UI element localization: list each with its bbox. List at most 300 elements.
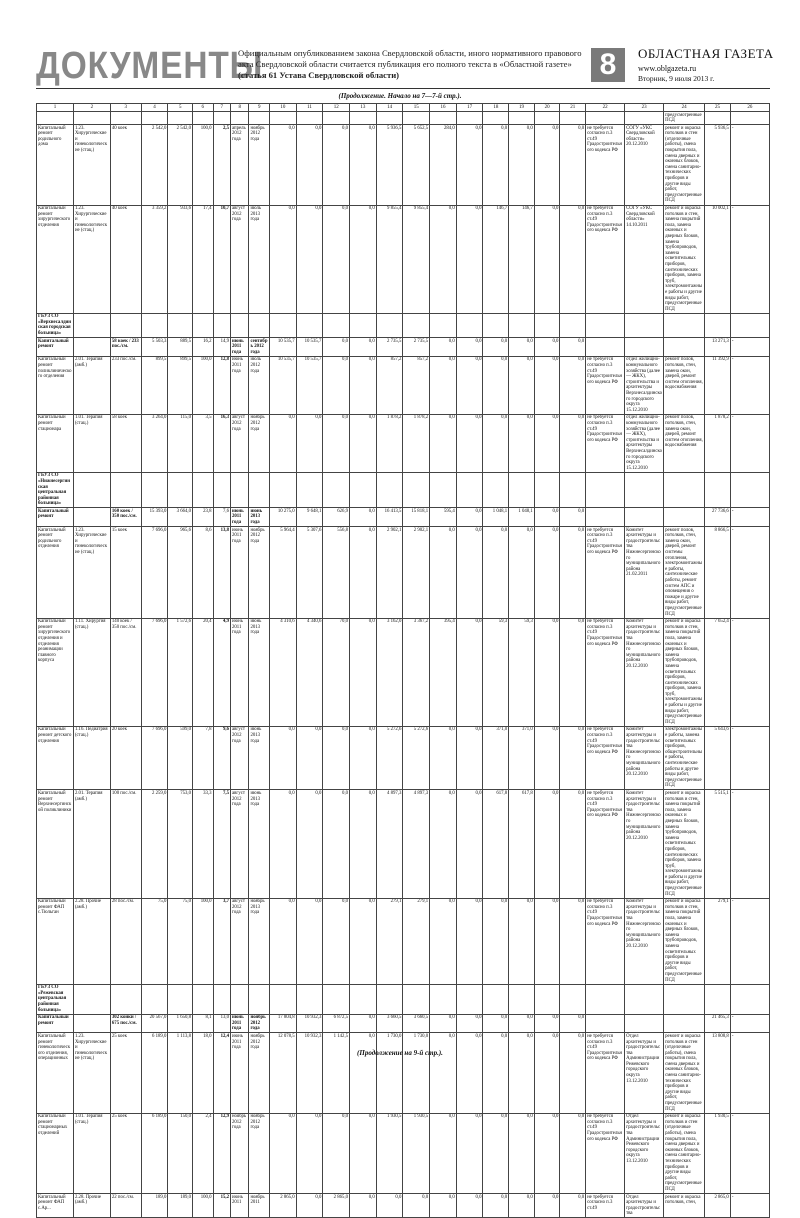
column-number: 23 xyxy=(625,104,664,112)
column-number: 25 xyxy=(705,104,731,112)
table-cell xyxy=(560,472,586,508)
table-cell xyxy=(376,313,403,337)
table-cell: Капитальный ремонт хирургического отделения xyxy=(37,205,74,313)
table-cell: 0,0 xyxy=(509,898,535,984)
table-cell xyxy=(73,313,110,337)
table-cell: 0,0 xyxy=(483,527,509,619)
table-cell: август 2012 года xyxy=(230,414,248,472)
table-cell: 15,2 xyxy=(213,1194,230,1218)
table-cell: 13,8 xyxy=(213,527,230,619)
table-cell xyxy=(110,472,141,508)
table-cell xyxy=(141,472,168,508)
table-cell xyxy=(230,472,248,508)
table-cell xyxy=(664,984,705,1014)
table-cell: 100,0 xyxy=(193,125,214,205)
table-cell: ноябрь 2013 года xyxy=(249,898,270,984)
table-cell: 0,0 xyxy=(456,790,483,898)
table-cell: 0,0 xyxy=(534,1033,560,1113)
table-cell: 75,0 xyxy=(168,898,193,984)
table-cell: 5 515,1 xyxy=(705,790,731,898)
table-cell: 0,0 xyxy=(456,898,483,984)
table-cell: Комитет архитектуры и градостроительства Нижнесергинского муниципального района 21.02.2011 xyxy=(625,527,664,619)
table-cell: 0,0 xyxy=(296,414,323,472)
table-cell: 27 736,6 xyxy=(705,508,731,527)
table-cell xyxy=(586,508,625,527)
table-cell xyxy=(483,313,509,337)
page-number: 8 xyxy=(591,48,625,82)
table-cell: электромонтажные работы, замена осветительных приборов, общестроительные работы, сантехнические работы и другие виды работ, предусмотренные ПСД xyxy=(664,726,705,790)
table-cell: - xyxy=(730,356,769,414)
table-cell: 0,0 xyxy=(509,356,535,414)
table-cell: 2 542,0 xyxy=(168,125,193,205)
table-cell xyxy=(456,472,483,508)
table-cell: ремонт и окраска потолков и стен (отделочные работы), смена покрытия пола, смена дверных и оконных блоков, смена санитарно-технических приборов и другие виды работ, предусмотренные ПСД xyxy=(664,1033,705,1113)
table-cell: 23,8 xyxy=(193,508,214,527)
table-cell: 1 650,8 xyxy=(168,1014,193,1033)
table-cell xyxy=(560,984,586,1014)
table-cell: Отдел архитектуры и градостроительства Администрации Режевского городского округа 13.12.2010 xyxy=(625,1033,664,1113)
table-cell: 4 897,3 xyxy=(403,790,430,898)
table-cell: 0,0 xyxy=(296,205,323,313)
table-cell: 160 коек / 350 пос./см. xyxy=(110,508,141,527)
table-cell: 0,0 xyxy=(430,338,457,357)
gazette-date: Вторник, 9 июля 2013 г. xyxy=(638,74,715,83)
table-cell: ремонт и окраска потолков и стен, замена покрытий пола, замена оконных и дверных блоков, замена трубопроводов, замена осветительных приборов, сантехнических приборов, замена труб, электромонтажные работы и другие виды работ, предусмотренные ПСД xyxy=(664,790,705,898)
table-cell xyxy=(249,112,270,125)
table-cell: 100,0 xyxy=(193,1194,214,1218)
table-cell: 0,0 xyxy=(509,125,535,205)
table-cell: 0,0 xyxy=(296,1113,323,1193)
table-cell: Капитальный ремонт Верхнесергинской поликлиники xyxy=(37,790,74,898)
table-cell: 0,0 xyxy=(560,414,586,472)
table-cell: 3 664,0 xyxy=(168,508,193,527)
table-cell: СОГУ «УКС Свердловской области» 20.12.2010 xyxy=(625,125,664,205)
table-cell: 302 койки / 675 пос./см. xyxy=(110,1014,141,1033)
table-cell: Капитальный ремонт xyxy=(37,338,74,357)
table-cell: 9,6 xyxy=(213,726,230,790)
table-cell xyxy=(534,313,560,337)
table-cell: июнь 2011 года xyxy=(230,356,248,414)
table-cell xyxy=(230,112,248,125)
table-cell: 0,0 xyxy=(483,1113,509,1193)
table-cell: 1 930,5 xyxy=(403,1113,430,1193)
gazette-site[interactable]: www.oblgazeta.ru xyxy=(638,64,697,73)
table-cell xyxy=(430,112,457,125)
table-cell: 8,1 xyxy=(193,1014,214,1033)
table-cell: 16,2 xyxy=(193,338,214,357)
table-row xyxy=(37,125,770,205)
table-cell: 0,0 xyxy=(430,898,457,984)
table-row xyxy=(37,356,770,414)
table-cell: 0,0 xyxy=(350,790,377,898)
table-cell: 0,0 xyxy=(483,356,509,414)
table-cell: июнь 2013 года xyxy=(249,618,270,726)
column-number: 9 xyxy=(249,104,270,112)
table-cell: 0,0 xyxy=(296,125,323,205)
table-cell: 13 271,3 xyxy=(705,338,731,357)
header-rule xyxy=(36,88,770,89)
table-cell: 0,0 xyxy=(323,1113,350,1193)
table-cell: 2.28. Прочие (амб.) xyxy=(73,898,110,984)
continuation-bottom: (Продолжение на 9-й стр.). xyxy=(357,1049,443,1057)
table-cell xyxy=(664,313,705,337)
table-cell: 0,0 xyxy=(456,618,483,726)
table-cell xyxy=(560,313,586,337)
table-cell: ноябрь 2012 года xyxy=(249,1033,270,1113)
table-cell: 0,0 xyxy=(534,125,560,205)
table-cell xyxy=(705,472,731,508)
table-cell: 2 865,0 xyxy=(269,1194,296,1218)
table-cell: 0,0 xyxy=(534,726,560,790)
masthead xyxy=(36,45,774,87)
table-cell: 0,0 xyxy=(483,414,509,472)
table-cell xyxy=(664,338,705,357)
table-cell: Капитальный ремонт стационара xyxy=(37,414,74,472)
table-cell: 0,0 xyxy=(534,1014,560,1033)
table-cell: 10 002,1 xyxy=(705,205,731,313)
table-cell: - xyxy=(730,205,769,313)
table-cell xyxy=(296,472,323,508)
table-cell: 15 коек xyxy=(110,527,141,619)
table-cell: июнь 2011 года xyxy=(230,508,248,527)
table-cell xyxy=(193,112,214,125)
table-cell: 0,0 xyxy=(456,356,483,414)
table-cell: июнь 2013 года xyxy=(249,726,270,790)
summary-row xyxy=(37,338,770,357)
table-cell: 5 272,6 xyxy=(403,726,430,790)
table-cell: 7 652,4 xyxy=(705,618,731,726)
table-cell: 10 535,7 xyxy=(296,356,323,414)
table-cell: 857,2 xyxy=(403,356,430,414)
table-cell: 146,7 xyxy=(509,205,535,313)
table-row xyxy=(37,414,770,472)
table-cell xyxy=(403,313,430,337)
table-cell: 0,0 xyxy=(269,790,296,898)
column-number: 12 xyxy=(323,104,350,112)
table-cell: июнь 2011 года xyxy=(230,338,248,357)
table-cell: 0,0 xyxy=(456,1033,483,1113)
table-cell: 18,0 xyxy=(193,1033,214,1113)
table-cell: не требуется согласно п.3 ст.49 Градостроительного кодекса РФ xyxy=(586,205,625,313)
table-cell: 899,5 xyxy=(168,356,193,414)
table-cell: Комитет архитектуры и градостроительства Нижнесергинского муниципального района 20.12.2010 xyxy=(625,898,664,984)
table-cell xyxy=(586,313,625,337)
table-cell: 0,0 xyxy=(483,338,509,357)
table-cell: 0,0 xyxy=(350,1014,377,1033)
table-cell: 7 696,0 xyxy=(141,618,168,726)
table-cell xyxy=(296,112,323,125)
table-cell: 5 964,4 xyxy=(269,527,296,619)
table-cell: 1 930,5 xyxy=(376,1113,403,1193)
table-cell: 189,0 xyxy=(168,1194,193,1218)
table-cell: 4 340,6 xyxy=(296,618,323,726)
table-cell: 0,0 xyxy=(323,125,350,205)
table-cell: 0,0 xyxy=(483,1014,509,1033)
table-cell xyxy=(430,472,457,508)
table-cell: - xyxy=(730,1014,769,1033)
table-cell: 7,6 xyxy=(213,508,230,527)
table-row xyxy=(37,527,770,619)
table-cell xyxy=(625,1014,664,1033)
table-cell: 28 пос./см. xyxy=(110,898,141,984)
table-cell: 0,0 xyxy=(350,414,377,472)
table-cell xyxy=(323,472,350,508)
table-cell: 0,0 xyxy=(456,1014,483,1033)
table-cell: 1.23. Хирургические и гинекологические (стац.) xyxy=(73,1033,110,1113)
table-cell: 0,0 xyxy=(456,1194,483,1218)
table-cell: 5 652,5 xyxy=(403,125,430,205)
table-cell xyxy=(193,984,214,1014)
table-cell: 0,0 xyxy=(534,414,560,472)
table-cell: 25 коек xyxy=(110,1113,141,1193)
table-cell: 7,8 xyxy=(193,726,214,790)
column-number: 1 xyxy=(37,104,74,112)
table-cell: 20 567,0 xyxy=(141,1014,168,1033)
table-cell: 0,0 xyxy=(534,1194,560,1218)
organization-name: ГБУЗ СО «Режевская центральная районная больница» xyxy=(37,984,74,1014)
table-cell: 0,0 xyxy=(534,527,560,619)
table-cell: 7 696,0 xyxy=(141,726,168,790)
column-number: 3 xyxy=(110,104,141,112)
table-cell: 2 902,1 xyxy=(376,527,403,619)
table-cell: 1.23. Хирургические и гинекологические (стац.) xyxy=(73,125,110,205)
table-cell: 0,0 xyxy=(430,205,457,313)
table-cell: 0,0 xyxy=(430,356,457,414)
organization-row xyxy=(37,313,770,337)
table-cell xyxy=(625,472,664,508)
table-cell: 6 872,5 xyxy=(323,1014,350,1033)
table-row xyxy=(37,1033,770,1113)
table-cell: 2 865,0 xyxy=(323,1194,350,1218)
column-number: 20 xyxy=(534,104,560,112)
table-cell: 3,5 xyxy=(193,414,214,472)
table-cell xyxy=(73,112,110,125)
table-cell: - xyxy=(730,898,769,984)
table-cell: 7 696,0 xyxy=(141,527,168,619)
table-cell: отдел жилищно-коммунального хозяйства (далее — ЖКХ), строительства и архитектуры Верхнесалдинского городского округа 15.12.2010 xyxy=(626,357,662,413)
table-cell: 279,1 xyxy=(705,898,731,984)
table-cell: ремонт и окраска потолков, стен, xyxy=(664,1194,705,1218)
carryover-row xyxy=(37,112,770,125)
table-cell: 0,0 xyxy=(509,1014,535,1033)
table-cell xyxy=(213,112,230,125)
table-cell: 279,1 xyxy=(376,898,403,984)
table-cell xyxy=(730,984,769,1014)
table-cell xyxy=(625,984,664,1014)
table-cell: 0,0 xyxy=(509,414,535,472)
table-cell: 0,0 xyxy=(456,1113,483,1193)
table-cell xyxy=(213,472,230,508)
table-cell xyxy=(509,984,535,1014)
table-cell: 12 078,5 xyxy=(269,1033,296,1113)
table-cell: 0,0 xyxy=(560,898,586,984)
table-cell: 0,0 xyxy=(560,1014,586,1033)
table-cell: 371,0 xyxy=(483,726,509,790)
table-cell: ремонт и окраска потолков и стен, замена покрытий пола, замена оконных и дверных блоков, замена трубопроводов, замена осветительных приборов, сантехнических приборов, замена труб, электромонтажные работы и другие виды работ, предусмотренные ПСД xyxy=(664,618,705,726)
table-cell: 2 735,5 xyxy=(403,338,430,357)
table-cell: 9 855,4 xyxy=(403,205,430,313)
table-cell: Капитальный ремонт поликлинического отделения xyxy=(37,356,74,414)
table-cell: 0,0 xyxy=(534,205,560,313)
table-cell: - xyxy=(730,618,769,726)
table-cell: 2 259,0 xyxy=(141,790,168,898)
table-cell: 0,0 xyxy=(483,1033,509,1113)
table-cell: 0,0 xyxy=(350,205,377,313)
table-cell: 0,0 xyxy=(560,618,586,726)
table-cell: 0,0 xyxy=(430,726,457,790)
table-cell: 58 коек / 233 пос./см. xyxy=(110,338,141,357)
table-cell: 0,0 xyxy=(269,898,296,984)
table-cell xyxy=(625,112,664,125)
table-cell: ноябрь 2012 года xyxy=(249,1014,270,1033)
table-cell: - xyxy=(730,508,769,527)
table-cell: 5 936,5 xyxy=(376,125,403,205)
table-cell: 4 310,6 xyxy=(269,618,296,726)
table-cell: 5 643,6 xyxy=(705,726,731,790)
table-cell: Капитальный ремонт родильного дома xyxy=(37,125,74,205)
table-cell: 2 735,5 xyxy=(376,338,403,357)
table-cell: Отдел архитектуры и градостроительства xyxy=(625,1194,664,1218)
table-cell: отдел жилищно-коммунального хозяйства (далее — ЖКХ), строительства и архитектуры Верхнесалдинского городского округа 15.12.2010 xyxy=(626,415,662,471)
table-cell: 0,0 xyxy=(483,1194,509,1218)
table-cell: 70,0 xyxy=(323,618,350,726)
table-cell: Капитальный ремонт ФАП с.Тюльган xyxy=(37,898,74,984)
table-cell: 11 392,9 xyxy=(705,356,731,414)
table-cell: 2 542,0 xyxy=(141,125,168,205)
organization-name: ГБУЗ СО «Верхнесалдинская городская больница» xyxy=(37,313,74,337)
table-cell xyxy=(483,472,509,508)
table-cell: 100,0 xyxy=(193,898,214,984)
table-cell: 0,0 xyxy=(560,1194,586,1218)
table-cell: 0,0 xyxy=(376,1194,403,1218)
table-cell: 0,0 xyxy=(296,726,323,790)
table-cell: не требуется согласно п.3 ст.49 Градостроительного кодекса РФ xyxy=(586,527,625,619)
column-number: 2 xyxy=(73,104,110,112)
table-cell: не требуется согласно п.3 ст.49 Градостроительного кодекса РФ xyxy=(586,414,625,472)
table-cell: 16,3 xyxy=(213,414,230,472)
table-cell: 556,8 xyxy=(323,527,350,619)
table-cell xyxy=(110,112,141,125)
column-number: 21 xyxy=(560,104,586,112)
column-number: 16 xyxy=(430,104,457,112)
table-cell: Капитальный ремонт xyxy=(37,1014,74,1033)
table-cell xyxy=(141,112,168,125)
table-cell xyxy=(213,984,230,1014)
table-cell: 0,0 xyxy=(560,527,586,619)
summary-row xyxy=(37,508,770,527)
table-cell: 0,0 xyxy=(560,1113,586,1193)
table-cell: 3 660,5 xyxy=(403,1014,430,1033)
table-cell: 395,4 xyxy=(430,618,457,726)
table-cell xyxy=(403,984,430,1014)
table-cell: 0,0 xyxy=(509,1113,535,1193)
table-row xyxy=(37,618,770,726)
table-cell: 0,0 xyxy=(269,125,296,205)
official-publication-note xyxy=(238,48,583,81)
table-cell: 12,8 xyxy=(213,356,230,414)
table-cell xyxy=(73,984,110,1014)
table-cell: июнь 2011 года xyxy=(230,1014,248,1033)
table-cell xyxy=(586,112,625,125)
table-cell: 1.11. Хирургия (стац.) xyxy=(73,618,110,726)
table-cell: 1 878,2 xyxy=(705,414,731,472)
table-cell: 40 коек xyxy=(110,205,141,313)
column-number: 6 xyxy=(193,104,214,112)
table-cell xyxy=(705,313,731,337)
table-cell: 0,0 xyxy=(350,527,377,619)
table-cell: - xyxy=(730,1113,769,1193)
table-cell: 0,0 xyxy=(456,125,483,205)
table-cell xyxy=(269,313,296,337)
table-cell: ноябрь 2012 года xyxy=(249,414,270,472)
table-cell: 10 932,3 xyxy=(296,1014,323,1033)
table-cell: 59,3 xyxy=(509,618,535,726)
table-cell xyxy=(110,313,141,337)
table-cell: 6 189,0 xyxy=(141,1113,168,1193)
table-cell xyxy=(534,984,560,1014)
table-cell: 13 808,8 xyxy=(705,1033,731,1113)
table-cell: - xyxy=(730,125,769,205)
table-cell: СОГУ «УКС Свердловской области» 14.10.2011 xyxy=(625,205,664,313)
table-cell: ремонт и окраска потолков и стен, замена покрытий пола, замена оконных и дверных блоков, замена трубопроводов, замена осветительных приборов и другие виды работ, предусмотренные ПСД xyxy=(664,898,705,984)
table-cell xyxy=(168,112,193,125)
table-cell xyxy=(625,508,664,527)
table-cell xyxy=(350,313,377,337)
table-cell: 0,0 xyxy=(534,790,560,898)
table-cell: 16 413,5 xyxy=(376,508,403,527)
column-number: 5 xyxy=(168,104,193,112)
column-number: 15 xyxy=(403,104,430,112)
table-cell: Отдел архитектуры и градостроительства Администрации Режевского городского округа 13.12.2010 xyxy=(625,1113,664,1193)
table-cell xyxy=(509,313,535,337)
table-cell xyxy=(350,984,377,1014)
table-cell: 0,0 xyxy=(456,508,483,527)
table-cell: 0,0 xyxy=(456,205,483,313)
table-cell: не требуется согласно п.3 ст.49 Градостроительного кодекса РФ xyxy=(586,790,625,898)
table-cell xyxy=(193,472,214,508)
table-cell xyxy=(509,112,535,125)
table-cell: 8 866,5 xyxy=(705,527,731,619)
table-cell: 12,4 xyxy=(213,1033,230,1113)
table-cell xyxy=(664,472,705,508)
table-cell: - xyxy=(730,790,769,898)
table-cell: июнь 2011 xyxy=(230,1194,248,1218)
table-cell: 10 275,0 xyxy=(269,508,296,527)
table-cell: 0,0 xyxy=(560,205,586,313)
table-cell: 0,0 xyxy=(350,338,377,357)
table-cell: Капитальный ремонт гинекологического отделения, операционных xyxy=(37,1033,74,1113)
table-cell: 0,0 xyxy=(323,898,350,984)
table-cell: апрель 2012 года xyxy=(230,125,248,205)
table-cell: 0,0 xyxy=(323,205,350,313)
table-cell xyxy=(534,112,560,125)
table-cell xyxy=(376,984,403,1014)
table-cell xyxy=(730,313,769,337)
table-cell: Капитальный ремонт детского отделения xyxy=(37,726,74,790)
table-cell: не требуется согласно п.3 ст.49 Градостроительного кодекса РФ xyxy=(586,125,625,205)
table-cell: 0,0 xyxy=(350,618,377,726)
table-cell: июль 2013 года xyxy=(249,205,270,313)
table-cell xyxy=(168,984,193,1014)
table-cell: 0,0 xyxy=(430,1014,457,1033)
table-cell: 40 коек xyxy=(110,125,141,205)
table-cell xyxy=(168,313,193,337)
table-cell: 0,0 xyxy=(323,726,350,790)
table-cell: 3 264,0 xyxy=(141,414,168,472)
table-cell: 3 367,2 xyxy=(403,618,430,726)
table-cell xyxy=(586,338,625,357)
table-cell xyxy=(483,984,509,1014)
